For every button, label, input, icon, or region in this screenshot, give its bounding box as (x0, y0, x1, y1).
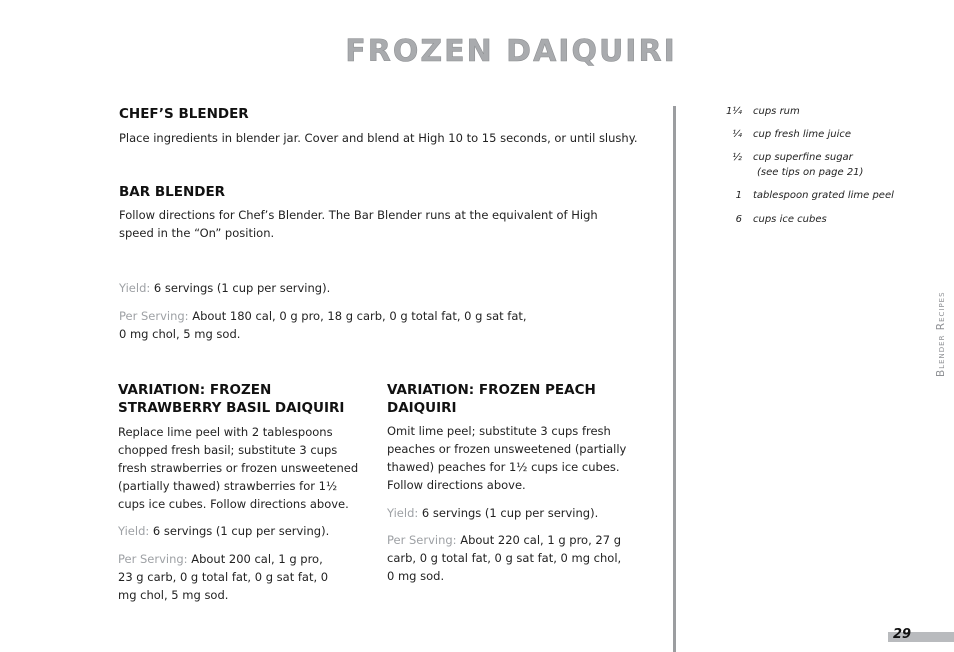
ingredient-quantity: ½ (732, 152, 742, 163)
variation-strawberry-yield (118, 522, 366, 540)
variation-peach-heading: VARIATION: FROZEN PEACH DAIQUIRI (387, 382, 596, 416)
ingredient-quantity: ¼ (732, 129, 742, 140)
yield-value: 6 servings (1 cup per serving). (421, 506, 599, 520)
yield-label: Yield: (119, 281, 151, 295)
ingredient-quantity: 1¼ (725, 106, 742, 117)
yield-label: Yield: (387, 506, 419, 520)
bar-blender-text: Follow directions for Chef’s Blender. The Bar Blender runs at the equivalent of High speed in the “On” position. (119, 208, 598, 240)
ingredient-description: cup superfine sugar (753, 152, 853, 163)
variation-peach-text: Omit lime peel; substitute 3 cups fresh peaches or frozen unsweetened (partially thawed) peaches for 1½ cups ice cubes. Follow directions above. (387, 424, 627, 492)
per-serving-value: About 220 cal, 1 g pro, 27 g carb, 0 g total fat, 0 g sat fat, 0 mg chol, 0 mg sod. (387, 533, 622, 583)
ingredient-note-text: (see tips on page 21) (757, 167, 864, 178)
per-serving-label: Per Serving: (387, 533, 457, 547)
column-divider (673, 106, 676, 652)
ingredient-quantity: 1 (735, 190, 742, 201)
variation-strawberry-heading: VARIATION: FROZEN STRAWBERRY BASIL DAIQUIRI (118, 382, 345, 416)
ingredient-description: cup fresh lime juice (753, 129, 852, 140)
yield-label: Yield: (118, 524, 150, 538)
main-yield (119, 279, 639, 297)
page-title: FROZEN DAIQUIRI (345, 34, 677, 69)
variation-strawberry-text: Replace lime peel with 2 tablespoons chopped fresh basil; substitute 3 cups fresh strawberries or frozen unsweetened (partially thawed) strawberries for 1½ cups ice cubes. Follow directions above. (118, 425, 359, 511)
bar-blender-heading: BAR BLENDER (119, 184, 226, 200)
section-side-label: Blender Recipes (935, 291, 947, 377)
variation-peach-yield (387, 504, 627, 522)
ingredient-description: cups ice cubes (753, 214, 827, 225)
page-number: 29 (893, 627, 912, 642)
per-serving-value: About 180 cal, 0 g pro, 18 g carb, 0 g total fat, 0 g sat fat, 0 mg chol, 5 mg sod. (119, 309, 527, 341)
chefs-blender-heading: CHEF’S BLENDER (119, 106, 249, 122)
ingredient-description: cups rum (753, 106, 800, 117)
yield-value: 6 servings (1 cup per serving). (153, 281, 331, 295)
per-serving-value: About 200 cal, 1 g pro, 23 g carb, 0 g total fat, 0 g sat fat, 0 mg chol, 5 mg sod. (118, 552, 329, 602)
chefs-blender-text: Place ingredients in blender jar. Cover and blend at High 10 to 15 seconds, or until slushy. (119, 131, 638, 145)
variation-strawberry-per-serving (118, 550, 336, 604)
main-per-serving (119, 307, 529, 343)
ingredient-description: tablespoon grated lime peel (753, 190, 894, 201)
per-serving-label: Per Serving: (119, 309, 189, 323)
yield-value: 6 servings (1 cup per serving). (152, 524, 330, 538)
ingredient-quantity: 6 (735, 214, 742, 225)
variation-peach-per-serving (387, 531, 627, 585)
per-serving-label: Per Serving: (118, 552, 188, 566)
